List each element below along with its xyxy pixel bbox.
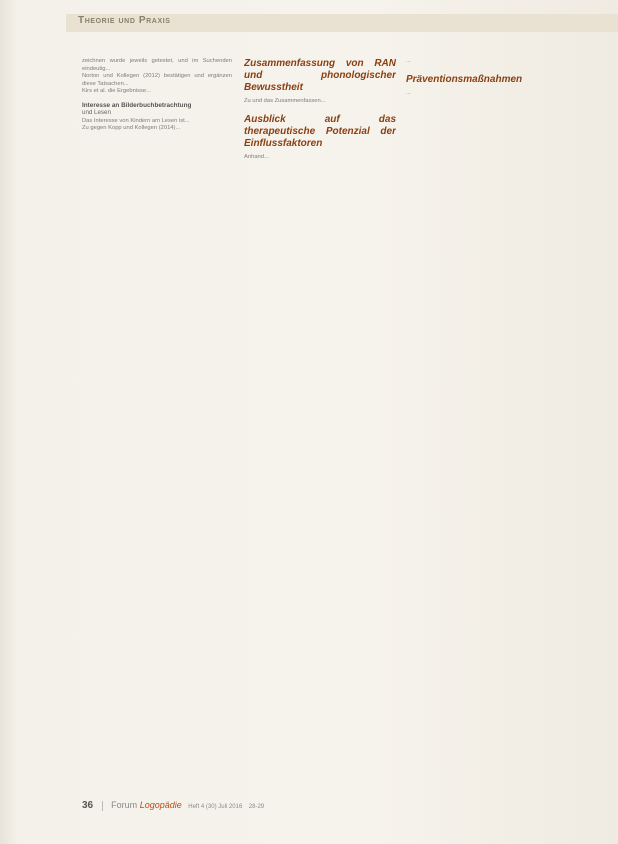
issue-pages: 28-29 [248,804,265,810]
text-column-1 [82,58,232,793]
footer-divider [102,801,103,811]
section-header: Theorie und Praxis [78,15,171,26]
brand-prefix: Forum [111,800,138,810]
col3-paragraph-1: ... [406,58,411,64]
col1-subheading: Interesse an Bilderbuchbetrachtung [82,101,192,109]
col2-paragraph-1: Zu und das Zusammenfassen... [244,98,326,104]
col1-paragraph-2: Norton und Kollegen (2012) bestätigen und ergänzen diese Tatsachen... [82,73,232,87]
col1-subheading-2: und Lesen [82,109,111,116]
text-column-2 [244,58,396,793]
text-column-3 [406,58,558,793]
page-number: 36 [82,800,94,811]
col1-paragraph-4: Das Interesse von Kindern am Lesen ist... [82,117,190,124]
col2-heading-2: Ausblick auf das therapeutische Potenzial der Einflussfaktoren [244,113,396,149]
issue-meta: Heft 4 (30) Juli 2016 [188,804,243,810]
col3-paragraph-2: ... [406,89,411,96]
page-footer [82,800,382,814]
col2-heading-1: Zusammenfassung von RAN und phonologischer Bewusstheit [244,58,396,93]
col1-paragraph-3: Kirs et al. die Ergebnisse... [82,88,151,94]
col3-heading-1: Präventionsmaßnahmen [406,73,523,85]
col2-paragraph-2: Anhand... [244,153,269,160]
col1-paragraph-1: zeichnen wurde jeweils getestet, und im Suchenden eindeutig... [82,58,232,72]
brand-name: Logopädie [139,800,182,810]
col1-paragraph-5: Zu gegen Kopp und Kollegen (2014)... [82,125,181,131]
